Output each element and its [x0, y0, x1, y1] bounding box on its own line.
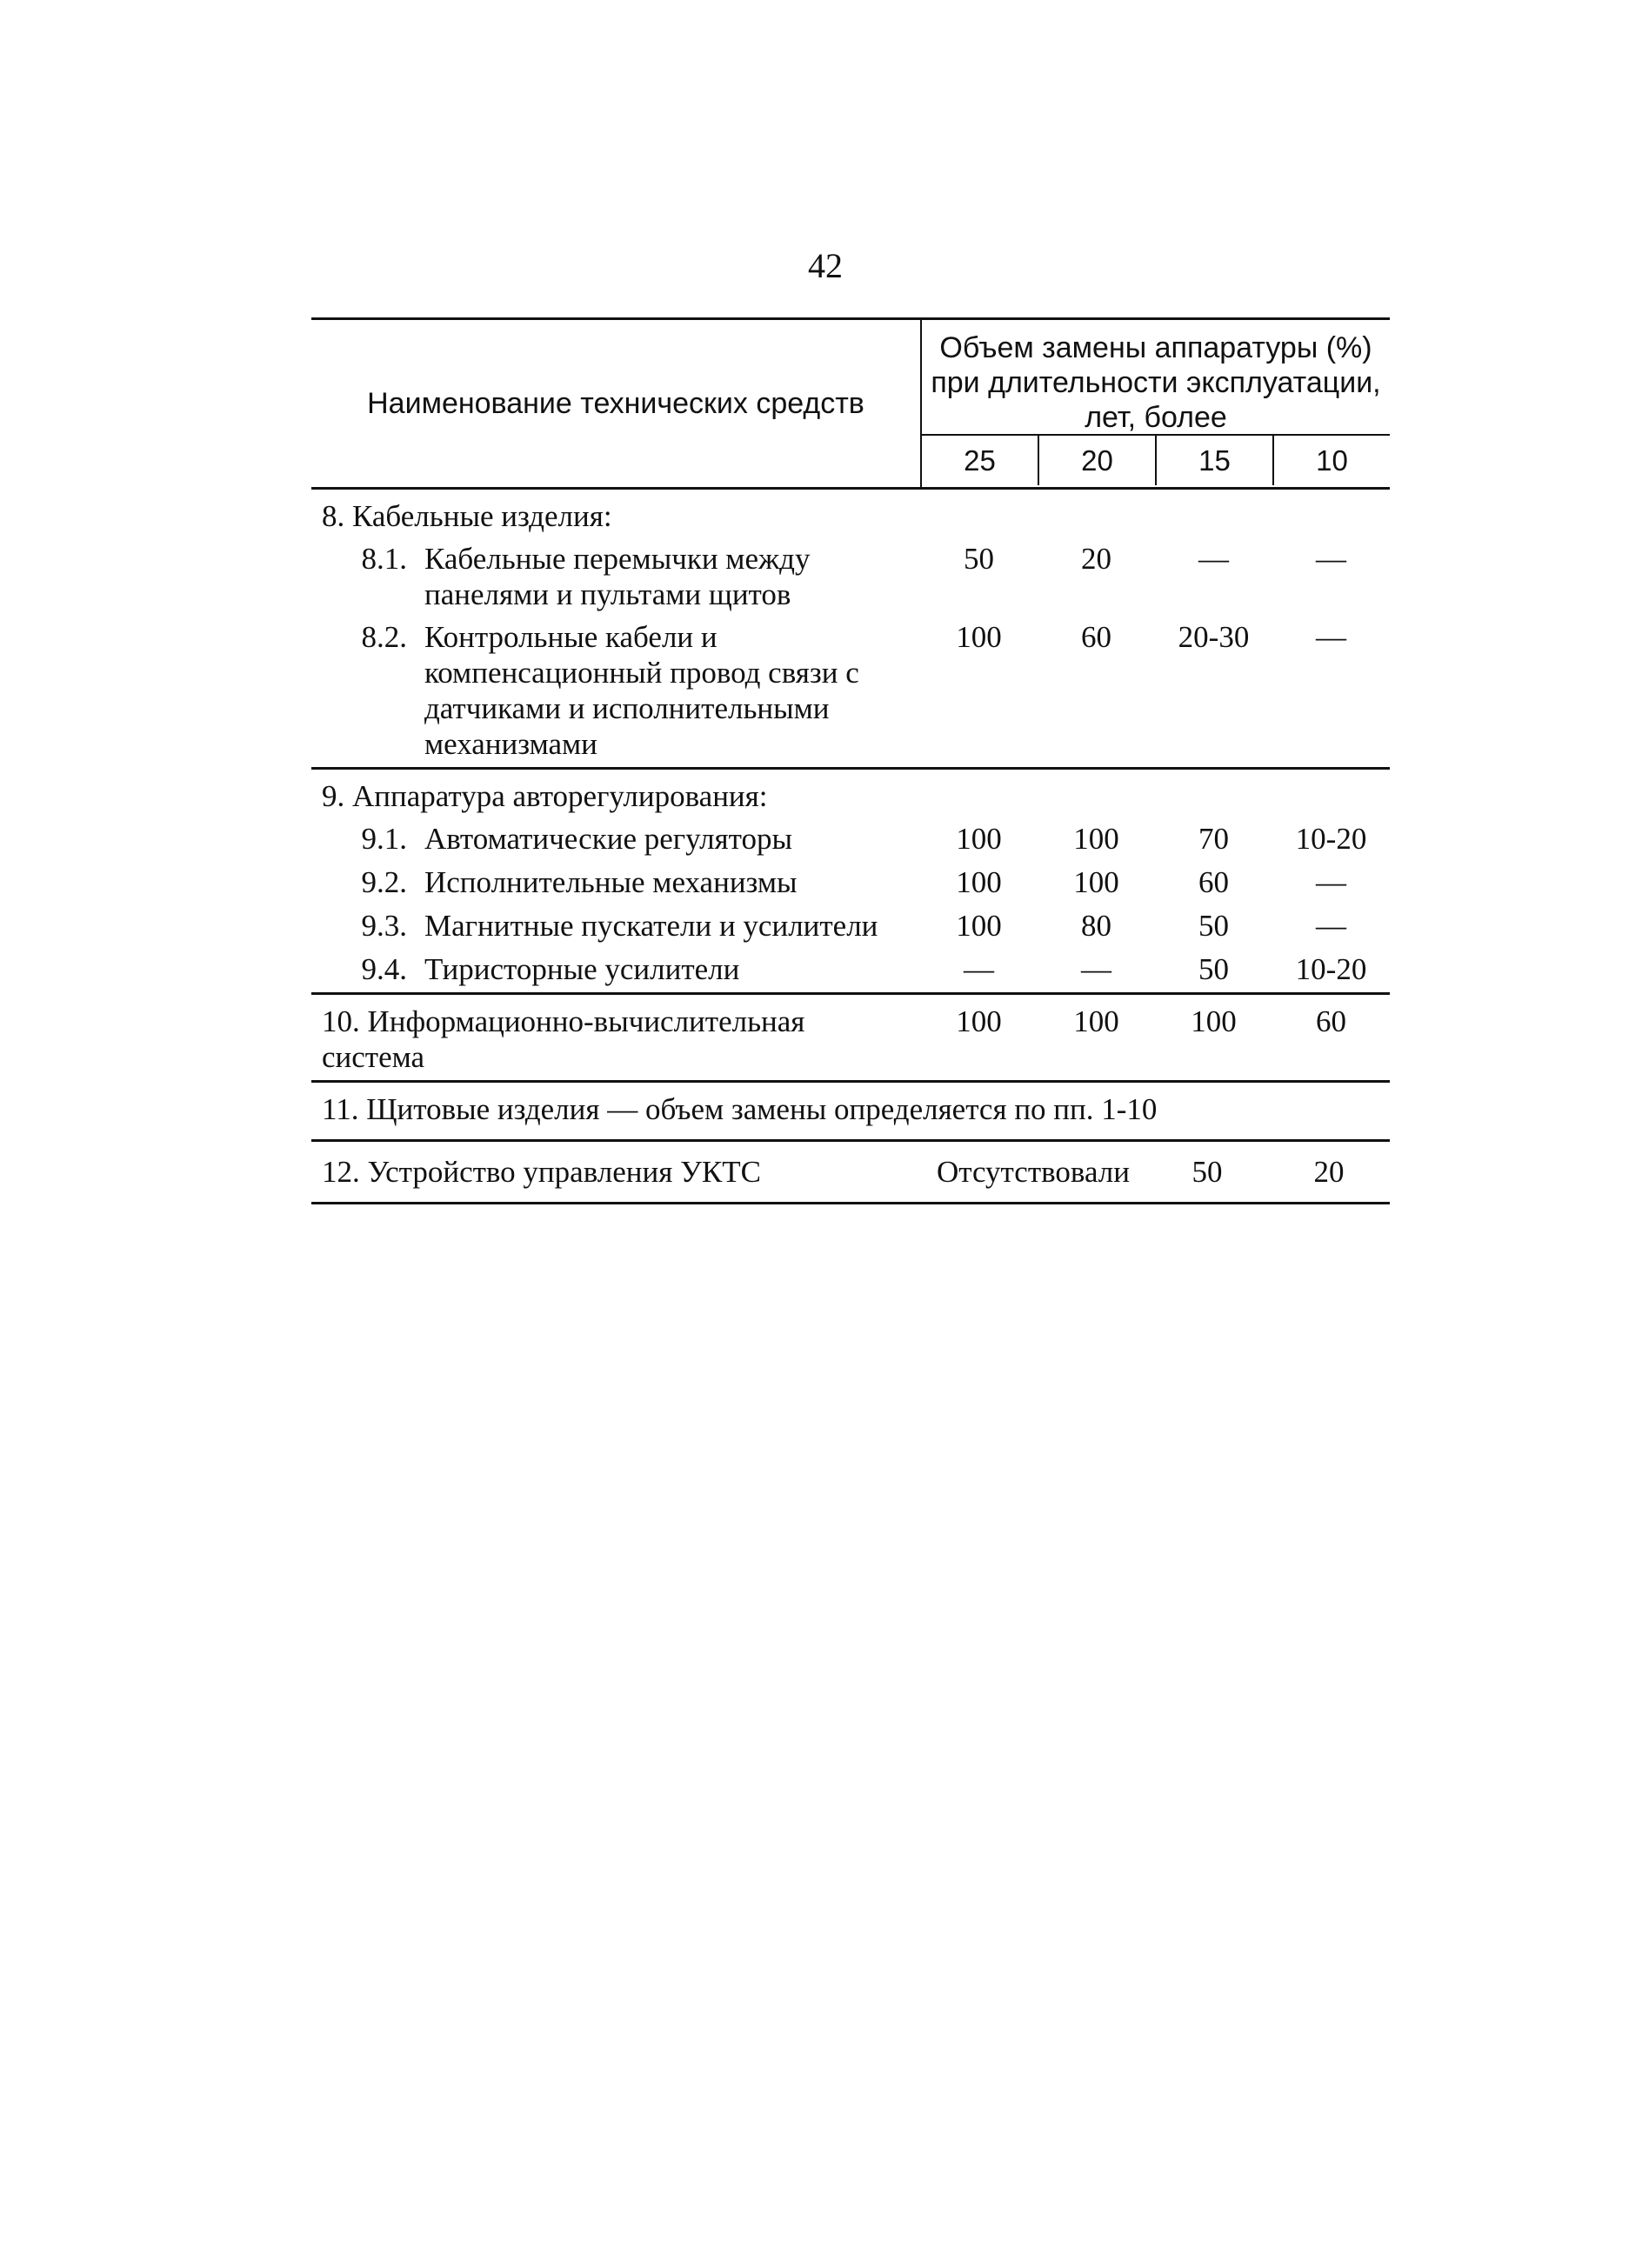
section-title: 8. Кабельные изделия:	[322, 499, 612, 533]
table-row	[311, 1154, 1390, 1190]
row-text: 11. Щитовые изделия — объем замены определяется по пп. 1-10	[322, 1092, 1158, 1126]
cell-value: 10-20	[1295, 822, 1367, 856]
cell-value: 10-20	[1295, 952, 1367, 986]
cell-value: 50	[964, 542, 994, 576]
cell-value: —	[1316, 620, 1346, 654]
cell-value: 60	[1316, 1004, 1346, 1038]
table-row	[311, 864, 1390, 900]
header-years	[922, 436, 1390, 485]
table-row	[311, 619, 1390, 762]
row-number: 9.4.	[361, 952, 407, 986]
section-title: 9. Аппаратура авторегулирования:	[322, 779, 768, 813]
row-name-line: компенсационный провод связи с	[424, 656, 859, 690]
cell-value: 100	[1191, 1004, 1237, 1038]
cell-value: —	[1316, 542, 1346, 576]
replacement-table	[311, 317, 1390, 1204]
cell-value: —	[1198, 542, 1229, 576]
header-replacement-group	[920, 320, 1390, 487]
row-name-line: система	[322, 1040, 425, 1074]
row-name-line: Контрольные кабели и	[424, 620, 718, 654]
row-number: 8.1.	[361, 542, 407, 576]
section-ukts-control	[311, 1142, 1390, 1204]
cell-value: 50	[1198, 909, 1229, 943]
row-name-line: панелями и пультами щитов	[424, 577, 791, 611]
row-number: 9.1.	[361, 822, 407, 856]
header-name-column: Наименование технических средств	[367, 386, 864, 420]
cell-value: —	[1316, 865, 1346, 899]
row-name: Автоматические регуляторы	[424, 822, 792, 856]
cell-value: 50	[1191, 1155, 1223, 1189]
cell-value: 100	[956, 1004, 1002, 1038]
header-group-title-line: Объем замены аппаратуры (%)	[939, 331, 1372, 364]
cell-value: —	[1081, 952, 1111, 986]
row-name: Исполнительные механизмы	[424, 865, 798, 899]
row-name	[311, 1004, 920, 1075]
row-name: Магнитные пускатели и усилители	[424, 909, 878, 943]
header-year: 25	[964, 444, 996, 477]
section-cable-products	[311, 490, 1390, 770]
table-row	[311, 951, 1390, 987]
page-number: 42	[808, 246, 843, 285]
cell-value: 60	[1198, 865, 1229, 899]
row-name-line: датчиками и исполнительными	[424, 691, 830, 725]
cell-value: 60	[1081, 620, 1111, 654]
header-group-title-line: при длительности эксплуатации,	[931, 366, 1381, 399]
section-auto-regulation	[311, 770, 1390, 995]
cell-value: 80	[1081, 909, 1111, 943]
row-name: 12. Устройство управления УКТС	[322, 1155, 761, 1189]
cell-value: 20-30	[1178, 620, 1250, 654]
row-number: 8.2.	[361, 620, 407, 654]
row-name	[424, 619, 911, 762]
row-name-line: механизмами	[424, 727, 597, 761]
header-year: 10	[1272, 436, 1390, 485]
cell-value: 50	[1198, 952, 1229, 986]
header-year: 15	[1155, 436, 1272, 485]
header-year: 20	[1038, 436, 1155, 485]
table-row	[311, 908, 1390, 944]
cell-value: 100	[956, 822, 1002, 856]
cell-value: 100	[1073, 1004, 1119, 1038]
cell-value: 100	[956, 865, 1002, 899]
table-row	[311, 821, 1390, 857]
section-panel-products	[311, 1083, 1390, 1142]
row-name-line: 10. Информационно-вычислительная	[322, 1004, 805, 1038]
row-name: Тиристорные усилители	[424, 952, 740, 986]
cell-value: 100	[1073, 822, 1119, 856]
row-name	[424, 541, 911, 612]
cell-value: 100	[1073, 865, 1119, 899]
cell-value: —	[1316, 909, 1346, 943]
table-header	[311, 317, 1390, 490]
header-group-title-line: лет, более	[1085, 401, 1227, 434]
row-number: 9.3.	[361, 909, 407, 943]
section-info-computing-system	[311, 995, 1390, 1083]
cell-value: 20	[1313, 1155, 1345, 1189]
header-group-title	[922, 320, 1390, 436]
cell-value: 70	[1198, 822, 1229, 856]
cell-value: —	[964, 952, 994, 986]
row-number: 9.2.	[361, 865, 407, 899]
row-name-line: Кабельные перемычки между	[424, 542, 811, 576]
cell-value: 100	[956, 909, 1002, 943]
cell-absent: Отсутствовали	[936, 1155, 1130, 1189]
cell-value: 100	[956, 620, 1002, 654]
table-row	[311, 1004, 1390, 1075]
cell-value: 20	[1081, 542, 1111, 576]
table-row	[311, 541, 1390, 612]
